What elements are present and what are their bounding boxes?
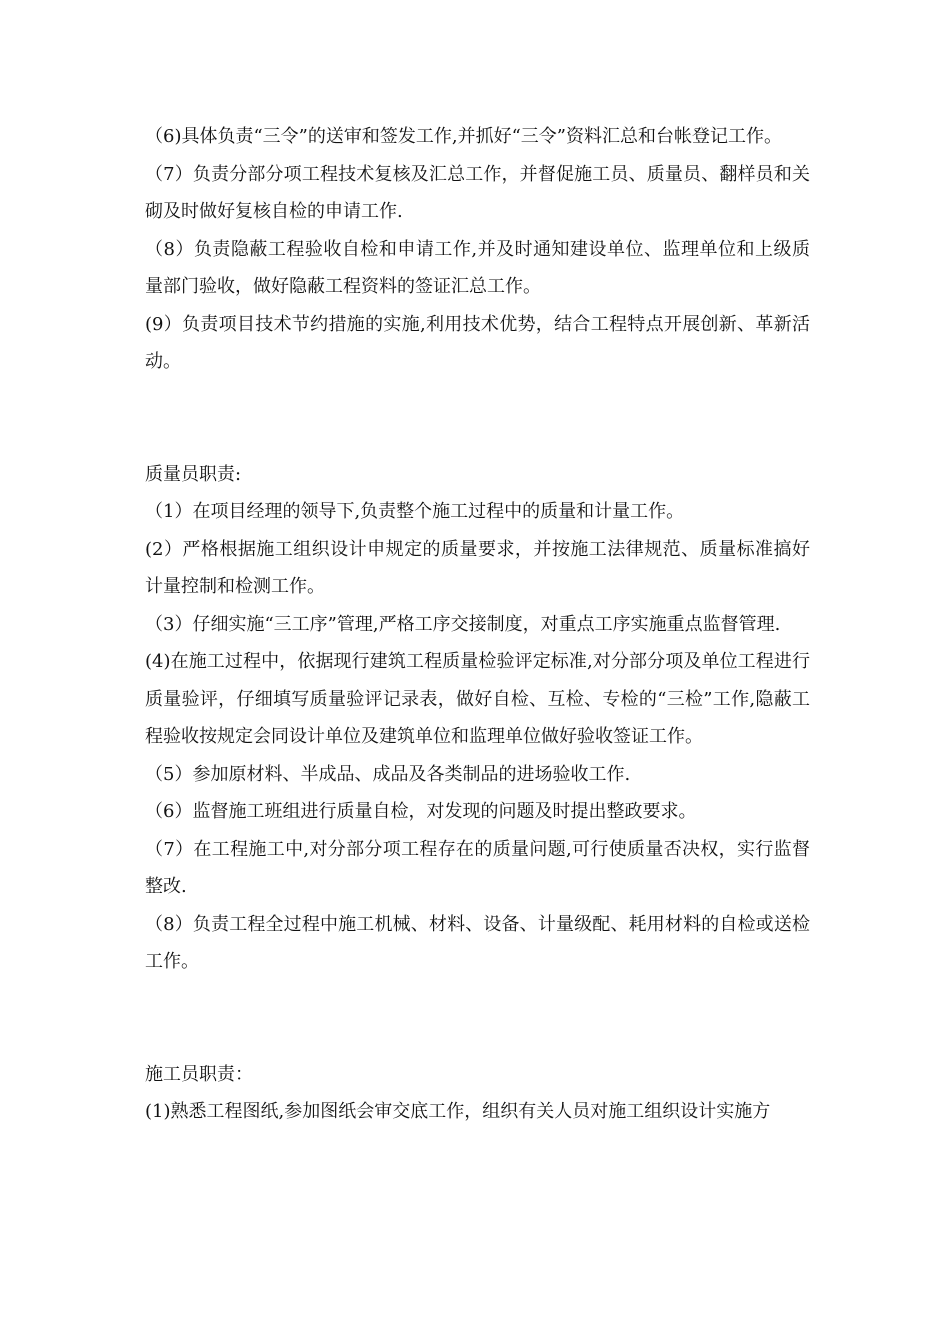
section-heading-construction: 施工员职责： (145, 1063, 253, 1085)
duty-item: (2）严格根据施工组织设计申规定的质量要求，并按施工法律规范、质量标准搞好计量控制和检测工作。 (145, 538, 810, 597)
duty-item: （8）负责工程全过程中施工机械、材料、设备、计量级配、耗用材料的自检或送检工作。 (145, 913, 810, 972)
duty-item: (4)在施工过程中，依据现行建筑工程质量检验评定标准,对分部分项及单位工程进行质量验评，仔细填写质量验评记录表，做好自检、互检、专检的“三检”工作,隐蔽工程验收按规定会同设计单位及建筑单位和监理单位做好验收签证工作。 (145, 651, 810, 747)
duty-item: （1）在项目经理的领导下,负责整个施工过程中的质量和计量工作。 (145, 501, 685, 522)
section-heading-quality: 质量员职责: (145, 463, 242, 485)
duty-item: （3）仔细实施“三工序”管理,严格工序交接制度，对重点工序实施重点监督管理. (145, 613, 781, 635)
duty-item: (1)熟悉工程图纸,参加图纸会审交底工作，组织有关人员对施工组织设计实施方 (145, 1101, 771, 1122)
section-spacer (145, 381, 810, 456)
duty-item: （7）负责分部分项工程技术复核及汇总工作，并督促施工员、质量员、翻样员和关砌及时做好复核自检的申请工作. (145, 163, 810, 222)
duty-item: （6）监督施工班组进行质量自检，对发现的问题及时提出整政要求。 (145, 801, 697, 822)
duty-item: （8）负责隐蔽工程验收自检和申请工作,并及时通知建设单位、监理单位和上级质量部门验收，做好隐蔽工程资料的签证汇总工作。 (145, 238, 810, 297)
section-spacer (145, 981, 810, 1056)
duty-item: （5）参加原材料、半成品、成品及各类制品的进场验收工作. (145, 763, 631, 785)
duty-item: (9）负责项目技术节约措施的实施,利用技术优势，结合工程特点开展创新、革新活动。 (145, 313, 810, 372)
duty-item: （7）在工程施工中,对分部分项工程存在的质量问题,可行使质量否决权，实行监督整改. (145, 838, 810, 897)
document-body (145, 118, 810, 1131)
duty-item: （6)具体负责“三令”的送审和签发工作,并抓好“三令”资料汇总和台帐登记工作。 (145, 126, 783, 147)
